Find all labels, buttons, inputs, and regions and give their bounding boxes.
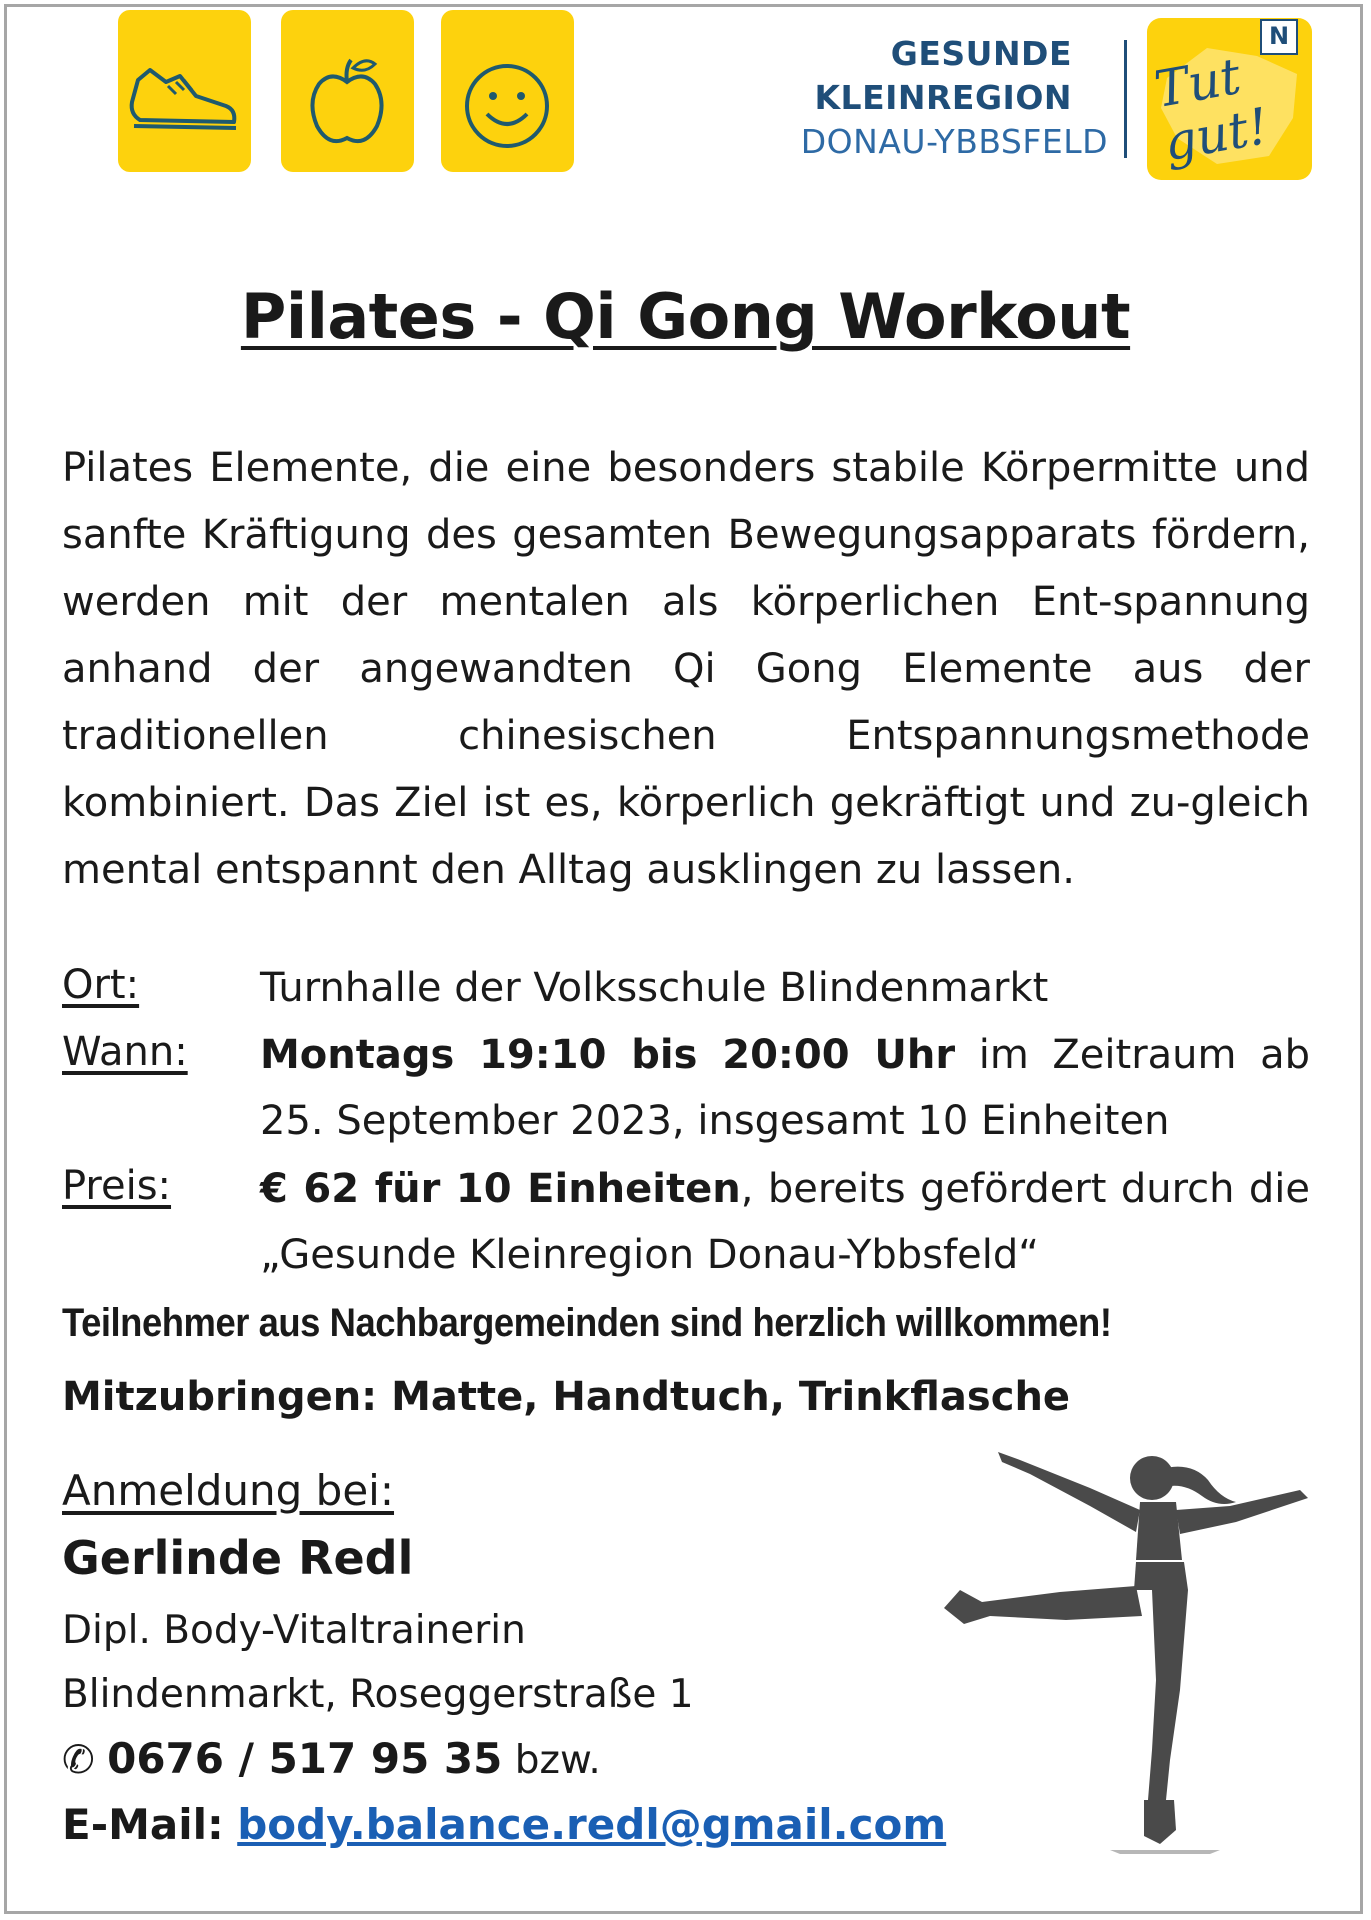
intro-paragraph: Pilates Elemente, die eine besonders stabile Körpermitte und sanfte Kräftigung des gesamten Bewegungsapparats fördern, werden mit der mentalen als körperlichen Ent-spannung anhand der angewandten Qi Gong Elemente aus der traditionellen chinesischen Entspannungsmethode kombiniert. Das Ziel ist es, körperlich gekräftigt und zu-gleich mental entspannt den Alltag ausklingen zu lassen.: [62, 445, 1310, 893]
badge-text: Tut gut!: [1150, 47, 1273, 173]
contact-role: Dipl. Body-Vitaltrainerin: [62, 1608, 526, 1653]
bring-list: Mitzubringen: Matte, Handtuch, Trinkflasche: [62, 1374, 1071, 1420]
logo-divider: [1124, 40, 1127, 158]
contact-email-line: [62, 1800, 946, 1849]
wann-time: Montags 19:10 bis 20:00 Uhr: [260, 1032, 956, 1078]
phone-number[interactable]: 0676 / 517 95 35: [107, 1734, 503, 1783]
preis-value: [260, 1156, 1310, 1288]
welcome-note: Teilnehmer aus Nachbargemeinden sind herzlich willkommen!: [62, 1301, 1112, 1345]
logo-line-3: DONAU-YBBSFELD: [800, 122, 1108, 161]
ort-value: Turnhalle der Volksschule Blindenmarkt: [260, 965, 1049, 1011]
apple-tile: [281, 10, 414, 172]
email-link[interactable]: body.balance.redl@gmail.com: [237, 1800, 947, 1849]
email-label: E-Mail:: [62, 1800, 224, 1849]
wann-label: Wann:: [62, 1029, 188, 1075]
phone-suffix: bzw.: [502, 1738, 601, 1783]
preis-label: Preis:: [62, 1163, 172, 1209]
preis-note: , bereits gefördert durch die „Gesunde Kleinregion Donau-Ybbsfeld“: [260, 1166, 1310, 1278]
preis-amount: € 62 für 10 Einheiten: [260, 1166, 741, 1212]
apple-icon: [281, 10, 414, 172]
shoe-icon: [118, 10, 251, 172]
badge-letter: N: [1269, 22, 1290, 50]
shoe-tile: [118, 10, 251, 172]
ort-label: Ort:: [62, 962, 140, 1008]
tut-gut-badge: [1147, 18, 1312, 180]
smiley-tile: [441, 10, 574, 172]
logo-line-1: GESUNDE: [890, 34, 1072, 73]
wann-value: [260, 1022, 1310, 1154]
logo-line-2: KLEINREGION: [814, 78, 1072, 117]
contact-phone-line: [62, 1734, 601, 1783]
smiley-icon: [441, 10, 574, 172]
wann-period: im Zeitraum ab 25. September 2023, insgesamt 10 Einheiten: [260, 1032, 1310, 1144]
dancer-silhouette-icon: [890, 1440, 1320, 1860]
page-title: Pilates - Qi Gong Workout: [240, 280, 1131, 353]
phone-icon: ✆: [62, 1738, 95, 1783]
registration-heading: Anmeldung bei:: [62, 1466, 395, 1515]
contact-name: Gerlinde Redl: [62, 1531, 414, 1585]
contact-address: Blindenmarkt, Roseggerstraße 1: [62, 1672, 694, 1717]
